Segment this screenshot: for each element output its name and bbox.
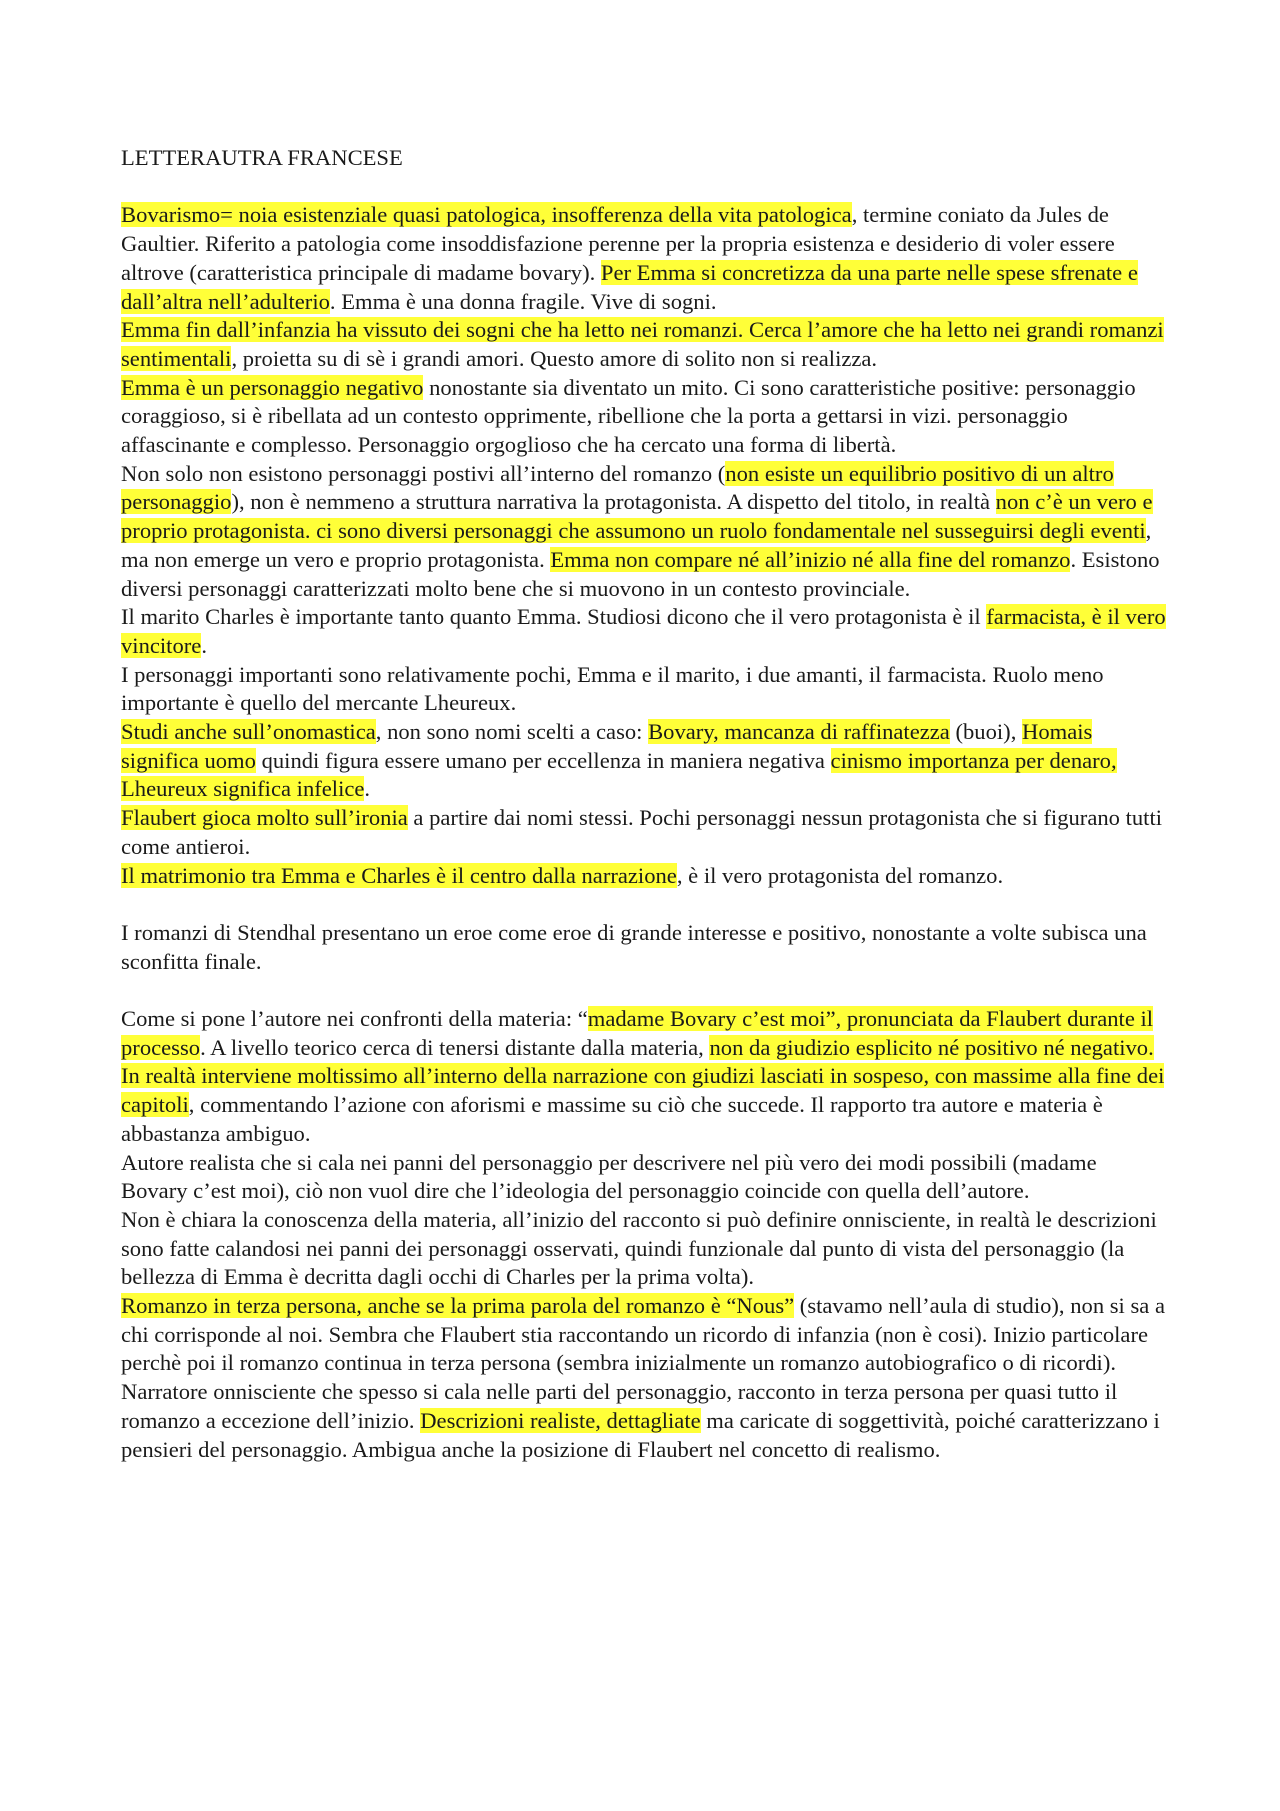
highlighted-text: Emma non compare né all’inizio né alla fine del romanzo [550,546,1071,572]
text-run: ma caricate di soggettività, poiché caratterizzano i pensieri del personaggio. Ambigua anche la posizione di Flaubert nel concetto di realismo. [121,1407,1160,1462]
paragraph [121,603,1167,660]
highlighted-text: Studi anche sull’onomastica [121,719,376,745]
document-title: LETTERAUTRA FRANCESE [121,145,403,170]
highlighted-text: Homais significa uomo [121,719,1093,773]
paragraph [121,1378,1167,1464]
text-run: quindi figura essere umano per eccellenza in maniera negativa [255,747,831,773]
highlighted-text: Flaubert gioca molto sull’ironia [121,805,408,831]
text-run: , termine coniato da Jules de Gaultier. Riferito a patologia come insoddisfazione perenne per la propria esistenza e desiderio di voler essere altrove (caratteristica principale di madame bovary). [121,202,1115,285]
text-run: . Emma è una donna fragile. Vive di sogni. [329,288,717,314]
text-run: , non sono nomi scelti a caso: [375,719,649,745]
highlighted-text: non c’è un vero e proprio protagonista. ci sono diversi personaggi che assumono un ruolo fondamentale nel susseguirsi degli eventi [121,489,1153,544]
paragraph [121,661,1167,718]
document-body [121,201,1167,1464]
text-run: (stavamo nell’aula di studio), non si sa a chi corrisponde al noi. Sembra che Flaubert stia raccontando un ricordo di infanzia (non è cosi). Inizio particolare perchè poi il romanzo continua in terza persona (sembra inizialmente un romanzo autobiografico o di ricordi). [121,1293,1165,1376]
paragraph [121,1206,1167,1292]
highlighted-text: non da giudizio esplicito né positivo né negativo. In realtà interviene moltissimo all’interno della narrazione con giudizi lasciati in sospeso, con massime alla fine dei capitoli [121,1034,1165,1118]
paragraph [121,316,1167,373]
text-run: Narratore onnisciente che spesso si cala nelle parti del personaggio, racconto in terza persona per quasi tutto il romanzo a eccezione dell’inizio. [121,1379,1118,1433]
text-run: . Esistono diversi personaggi caratterizzati molto bene che si muovono in un contesto provinciale. [121,546,1160,601]
text-run: , proietta su di sè i grandi amori. Questo amore di solito non si realizza. [231,345,878,371]
text-run: Il marito Charles è importante tanto quanto Emma. Studiosi dicono che il vero protagonista è il [121,604,987,630]
text-run: , ma non emerge un vero e proprio protagonista. [121,518,1152,572]
text-run: . [201,632,207,658]
highlighted-text: Romanzo in terza persona, anche se la prima parola del romanzo è “Nous” [121,1293,795,1319]
title-spacer [121,173,1167,202]
highlighted-text: Il matrimonio tra Emma e Charles è il centro dalla narrazione [121,862,677,888]
text-run: , commentando l’azione con aforismi e massime su ciò che succede. Il rapporto tra autore e materia è abbastanza ambiguo. [121,1092,1103,1146]
highlighted-text: madame Bovary c’est moi”, pronunciata da Flaubert durante il processo [121,1006,1154,1060]
highlighted-text: Descrizioni realiste, dettagliate [420,1407,701,1433]
paragraph [121,919,1167,976]
highlighted-text: cinismo importanza per denaro, Lheureux significa infelice [121,747,1117,802]
paragraph [121,718,1167,804]
highlighted-text: Bovarismo= noia esistenziale quasi patologica, insofferenza della vita patologica [121,202,852,228]
document-page [121,144,1167,1464]
text-run: Come si pone l’autore nei confronti della materia: “ [121,1006,588,1032]
text-run: , è il vero protagonista del romanzo. [676,862,1004,888]
text-run: a partire dai nomi stessi. Pochi personaggi nessun protagonista che si figurano tutti come antieroi. [121,805,1162,859]
text-run: ), non è nemmeno a struttura narrativa la protagonista. A dispetto del titolo, in realtà [231,489,996,515]
paragraph [121,374,1167,460]
text-run: . A livello teorico cerca di tenersi distante dalla materia, [200,1034,710,1060]
paragraph [121,1149,1167,1206]
paragraph [121,460,1167,604]
text-run: nonostante sia diventato un mito. Ci sono caratteristiche positive: personaggio coraggioso, si è ribellata ad un contesto opprimente, ribellione che la porta a gettarsi in vizi. personaggio affascinante e complesso. Personaggio orgoglioso che ha cercato una forma di libertà. [121,374,1136,458]
highlighted-text: farmacista, è il vero vincitore [121,604,1166,658]
paragraph [121,201,1167,316]
highlighted-text: Per Emma si concretizza da una parte nelle spese sfrenate e dall’altra nell’adulterio [121,259,1138,314]
highlighted-text: Emma fin dall’infanzia ha vissuto dei sogni che ha letto nei romanzi. Cerca l’amore che ha letto nei grandi romanzi sentimentali [121,317,1164,371]
text-run: I personaggi importanti sono relativamente pochi, Emma e il marito, i due amanti, il farmacista. Ruolo meno importante è quello del mercante Lheureux. [121,661,1104,716]
highlighted-text: Emma è un personaggio negativo [121,374,424,400]
text-run: (buoi), [949,719,1022,745]
paragraph [121,1005,1167,1149]
paragraph-spacer [121,976,1167,1005]
paragraph [121,804,1167,861]
paragraph [121,1292,1167,1378]
paragraph-spacer [121,890,1167,919]
text-run: Non è chiara la conoscenza della materia, all’inizio del racconto si può definire onnisciente, in realtà le descrizioni sono fatte calandosi nei panni dei personaggi osservati, quindi funzionale dal punto di vista del personaggio (la bellezza di Emma è decritta dagli occhi di Charles per la prima volta). [121,1206,1157,1290]
text-run: Autore realista che si cala nei panni del personaggio per descrivere nel più vero dei modi possibili (madame Bovary c’est moi), ciò non vuol dire che l’ideologia del personaggio coincide con quella dell’autore. [121,1149,1097,1204]
highlighted-text: Bovary, mancanza di raffinatezza [648,719,950,745]
paragraph [121,862,1167,891]
text-run: . [364,776,371,802]
highlighted-text: non esiste un equilibrio positivo di un altro personaggio [121,460,1114,515]
text-run: Non solo non esistono personaggi postivi all’interno del romanzo ( [121,460,726,486]
text-run: I romanzi di Stendhal presentano un eroe come eroe di grande interesse e positivo, nonostante a volte subisca una sconfitta finale. [121,919,1147,974]
